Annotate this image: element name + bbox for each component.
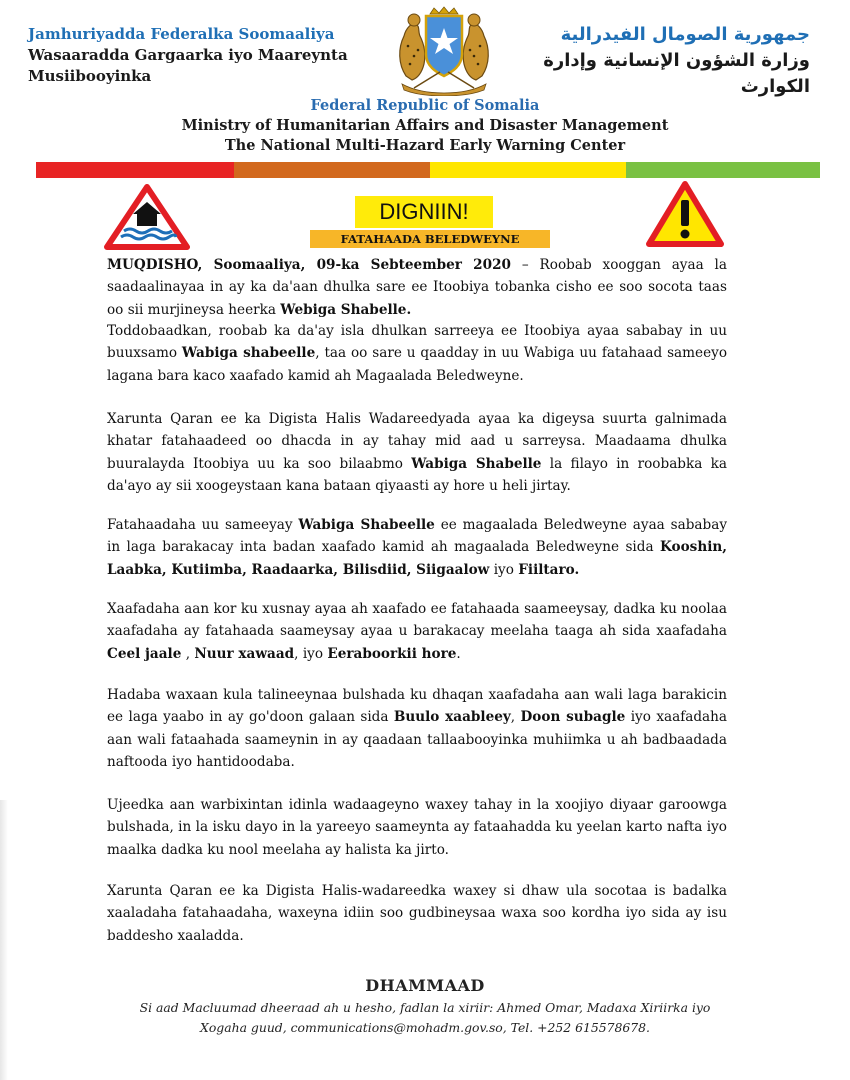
alert-bar-green xyxy=(626,162,820,178)
paragraph-6 xyxy=(107,684,727,774)
header-right xyxy=(510,22,810,100)
alert-subtitle: FATAHAADA BELEDWEYNE xyxy=(310,230,550,248)
paragraph-3-text-a: Xarunta Qaran ee ka Digista Halis Wadareedyada ayaa ka digeysa suurta galnimada khatar fatahaadeed oo dhacda in ay tahay mid aad u sarreysa. Maadaama dhulka buuralayda Itoobiya uu ka soo bilaabmo xyxy=(107,411,727,472)
paragraph-2-text-a: Toddobaadkan, roobab ka da'ay isla dhulkan sarreeya ee Itoobiya ayaa sababay in uu buuxsamo xyxy=(107,323,727,362)
alert-bar-yellow xyxy=(430,162,626,178)
paragraph-3 xyxy=(107,408,727,498)
place-name: Nuur xawaad xyxy=(194,645,295,662)
page-edge-shadow xyxy=(0,800,8,1080)
place-name: Fiiltaro. xyxy=(518,561,580,578)
header-country-somali: Jamhuriyadda Federalka Soomaaliya xyxy=(28,25,335,43)
header-federal-republic: Federal Republic of Somalia xyxy=(310,97,540,114)
header-left xyxy=(28,24,368,87)
paragraph-7: Ujeedka aan warbixintan idinla wadaageyno waxey tahay in la xoojiyo diyaar garoowga bulshada, in la isku dayo in la yareeyo saameynta ay fataahadda ku yeelan karto nafta iyo maalka dadka ku nool meelaha ay halista ka jirto. xyxy=(107,797,727,858)
exclamation-warning-icon xyxy=(645,180,725,248)
river-name: Wabiga Shabelle xyxy=(411,455,542,472)
place-name: Eeraboorkii hore xyxy=(327,645,457,662)
place-name: Doon subagle xyxy=(520,709,626,726)
place-names: Kooshin, Laabka, Kutiimba, Raadaarka, Bilisdiid, Siigaalow xyxy=(107,539,727,578)
header-warning-center: The National Multi-Hazard Early Warning Center xyxy=(224,137,626,154)
paragraph-2-text-b: , taa oo sare u qaadday in uu Wabiga uu fatahaad sameeyo lagana bara kaco xaafado kamid ah Magaalada Beledweyne. xyxy=(107,345,727,384)
period: . xyxy=(456,645,461,662)
header-ministry-somali-1: Wasaaradda Gargaarka iyo Maareynta xyxy=(28,46,348,64)
header-ministry-english: Ministry of Humanitarian Affairs and Disaster Management xyxy=(181,117,669,134)
alert-bar-orange xyxy=(234,162,430,178)
header-country-arabic: جمهورية الصومال الفيدرالية xyxy=(560,24,810,45)
paragraph-5 xyxy=(107,598,727,665)
dateline: MUQDISHO, Soomaaliya, 09-ka Sebteember 2020 xyxy=(107,257,512,273)
contact-line-2: Xogaha guud, communications@mohadm.gov.so, Tel. +252 615578678. xyxy=(200,1020,650,1035)
paragraph-4 xyxy=(107,514,727,581)
paragraph-4-text-a: Fatahaadaha uu sameeyay xyxy=(107,517,299,533)
paragraph-1 xyxy=(107,254,727,321)
river-name: Wabiga shabeelle xyxy=(181,345,316,362)
paragraph-6-text-a: Hadaba waxaan kula talineeynaa bulshada ku dhaqan xaafadaha aan wali laga barakicin ee laga yaabo in ay go'doon galaan sida xyxy=(107,687,727,726)
closing-word: DHAMMAAD xyxy=(365,976,485,995)
coat-of-arms xyxy=(384,6,504,96)
paragraph-1-text: – Roobab xooggan ayaa la saadaalinayaa in ay ka da'aan dhulka sare ee Itoobiya tobanka cisho ee soo socota taas oo sii murjineysa heerka xyxy=(107,257,728,318)
conjunction: , iyo xyxy=(294,645,328,662)
paragraph-3-text-b: la filayo in roobabka ka da'ayo ay sii xoogeystaan kana bataan qiyaasti ay hore u heli jirtay. xyxy=(107,455,727,495)
paragraph-2 xyxy=(107,320,727,387)
alert-title: DIGNIIN! xyxy=(355,196,493,228)
header-ministry-arabic: وزارة الشؤون الإنسانية وإدارة الكوارث xyxy=(543,50,810,97)
header-ministry-somali-2: Musiibooyinka xyxy=(28,67,152,85)
separator: , xyxy=(181,645,195,662)
conjunction: iyo xyxy=(489,561,519,578)
river-name: Wabiga Shabeelle xyxy=(298,517,435,533)
river-name: Webiga Shabelle. xyxy=(280,301,412,318)
separator: , xyxy=(510,709,521,726)
alert-bar-red xyxy=(36,162,234,178)
paragraph-8: Xarunta Qaran ee ka Digista Halis-wadareedka waxey si dhaw ula socotaa is badalka xaaladaha fatahaadaha, waxeyna idiin soo gudbineysaa waxa soo kordha iyo sida ay isu baddesho xaaladda. xyxy=(107,883,727,944)
contact-line-1: Si aad Macluumad dheeraad ah u hesho, fadlan la xiriir: Ahmed Omar, Madaxa Xiriirka iyo xyxy=(139,1000,711,1015)
place-name: Ceel jaale xyxy=(107,645,182,662)
place-name: Buulo xaableey xyxy=(393,709,511,726)
paragraph-6-text-b: iyo xaafadaha aan wali fataahada saameynin in ay qaadaan tallaabooyinka muhiimka u ah badbaadada naftooda iyo hantidoodaba. xyxy=(107,709,727,771)
paragraph-5-text-a: Xaafadaha aan kor ku xusnay ayaa ah xaafado ee fatahaada saameeysay, dadka ku noolaa xaafadaha ay fatahaada saameysay ayaa u barakacay meelaha taaga ah sida xaafadaha xyxy=(107,601,727,640)
flood-warning-icon xyxy=(104,184,190,250)
paragraph-4-text-b: ee magaalada Beledweyne ayaa sababay in laga barakacay inta badan xaafado kamid ah magaalada Beledweyne sida xyxy=(107,517,728,556)
